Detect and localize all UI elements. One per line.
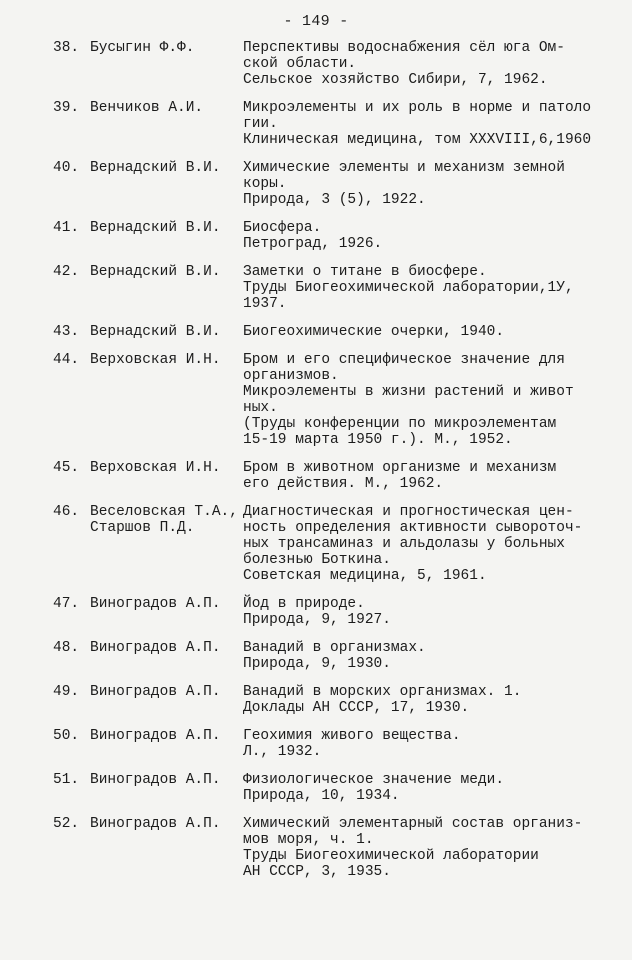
bibliography-entry <box>0 728 632 760</box>
entry-number: 42. <box>53 264 80 280</box>
entry-number: 52. <box>53 816 80 832</box>
bibliography-entry <box>0 160 632 208</box>
entry-title: Заметки о титане в биосфере. <box>243 264 487 280</box>
entry-author: Виноградов А.П. <box>90 596 221 612</box>
entry-title: Химические элементы и механизм земной коры. <box>243 160 565 192</box>
entry-number: 46. <box>53 504 80 520</box>
entry-number: 47. <box>53 596 80 612</box>
bibliography-list <box>0 40 632 892</box>
entry-title: Бром и его специфическое значение для организмов. <box>243 352 565 384</box>
entry-source: Природа, 9, 1927. <box>243 612 391 628</box>
entry-author: Вернадский В.И. <box>90 264 221 280</box>
entry-number: 43. <box>53 324 80 340</box>
bibliography-entry <box>0 640 632 672</box>
bibliography-entry <box>0 264 632 312</box>
entry-source: Микроэлементы в жизни растений и живот ных. (Труды конференции по микроэлементам 15-19 марта 1950 г.). М., 1952. <box>243 384 574 448</box>
entry-source: Природа, 3 (5), 1922. <box>243 192 426 208</box>
entry-number: 40. <box>53 160 80 176</box>
entry-source: Труды Биогеохимической лаборатории АН СССР, 3, 1935. <box>243 848 539 880</box>
bibliography-entry <box>0 40 632 88</box>
entry-number: 38. <box>53 40 80 56</box>
bibliography-entry <box>0 324 632 340</box>
entry-author: Вернадский В.И. <box>90 160 221 176</box>
bibliography-entry <box>0 596 632 628</box>
entry-number: 51. <box>53 772 80 788</box>
entry-author: Виноградов А.П. <box>90 772 221 788</box>
entry-title: Биосфера. <box>243 220 322 236</box>
entry-number: 45. <box>53 460 80 476</box>
entry-title: Диагностическая и прогностическая цен- ность определения активности сывороточ- ных трансаминаз и альдолазы у больных болезнью Боткина. <box>243 504 583 568</box>
entry-title: Биогеохимические очерки, 1940. <box>243 324 505 340</box>
bibliography-entry <box>0 220 632 252</box>
entry-title: Бром в животном организме и механизм его действия. М., 1962. <box>243 460 557 492</box>
entry-number: 39. <box>53 100 80 116</box>
entry-number: 41. <box>53 220 80 236</box>
entry-title: Химический элементарный состав организ- мов моря, ч. 1. <box>243 816 583 848</box>
entry-number: 48. <box>53 640 80 656</box>
entry-source: Труды Биогеохимической лаборатории,1У, 1937. <box>243 280 574 312</box>
entry-author: Вернадский В.И. <box>90 220 221 236</box>
entry-number: 44. <box>53 352 80 368</box>
entry-source: Клиническая медицина, том XXXVIII,6,1960 <box>243 132 592 148</box>
entry-source: Сельское хозяйство Сибири, 7, 1962. <box>243 72 548 88</box>
entry-source: Петроград, 1926. <box>243 236 383 252</box>
bibliography-entry <box>0 352 632 448</box>
entry-author: Бусыгин Ф.Ф. <box>90 40 195 56</box>
entry-source: Советская медицина, 5, 1961. <box>243 568 487 584</box>
entry-title: Физиологическое значение меди. <box>243 772 505 788</box>
bibliography-entry <box>0 816 632 880</box>
bibliography-entry <box>0 100 632 148</box>
entry-author: Верховская И.Н. <box>90 460 221 476</box>
entry-source: Л., 1932. <box>243 744 322 760</box>
page-number-header: - 149 - <box>283 13 349 30</box>
entry-title: Перспективы водоснабжения сёл юга Ом- ской области. <box>243 40 565 72</box>
bibliography-entry <box>0 504 632 584</box>
entry-title: Геохимия живого вещества. <box>243 728 461 744</box>
entry-number: 50. <box>53 728 80 744</box>
entry-author: Венчиков А.И. <box>90 100 204 116</box>
bibliography-entry <box>0 460 632 492</box>
entry-title: Микроэлементы и их роль в норме и патоло гии. <box>243 100 592 132</box>
entry-author: Виноградов А.П. <box>90 728 221 744</box>
entry-source: Природа, 9, 1930. <box>243 656 391 672</box>
entry-author: Вернадский В.И. <box>90 324 221 340</box>
entry-author: Виноградов А.П. <box>90 816 221 832</box>
entry-title: Йод в природе. <box>243 596 365 612</box>
entry-title: Ванадий в морских организмах. 1. <box>243 684 522 700</box>
entry-author: Виноградов А.П. <box>90 684 221 700</box>
entry-source: Доклады АН СССР, 17, 1930. <box>243 700 470 716</box>
entry-title: Ванадий в организмах. <box>243 640 426 656</box>
entry-source: Природа, 10, 1934. <box>243 788 400 804</box>
entry-author: Виноградов А.П. <box>90 640 221 656</box>
bibliography-entry <box>0 772 632 804</box>
bibliography-entry <box>0 684 632 716</box>
entry-number: 49. <box>53 684 80 700</box>
entry-author: Веселовская Т.А., Старшов П.Д. <box>90 504 238 536</box>
entry-author: Верховская И.Н. <box>90 352 221 368</box>
